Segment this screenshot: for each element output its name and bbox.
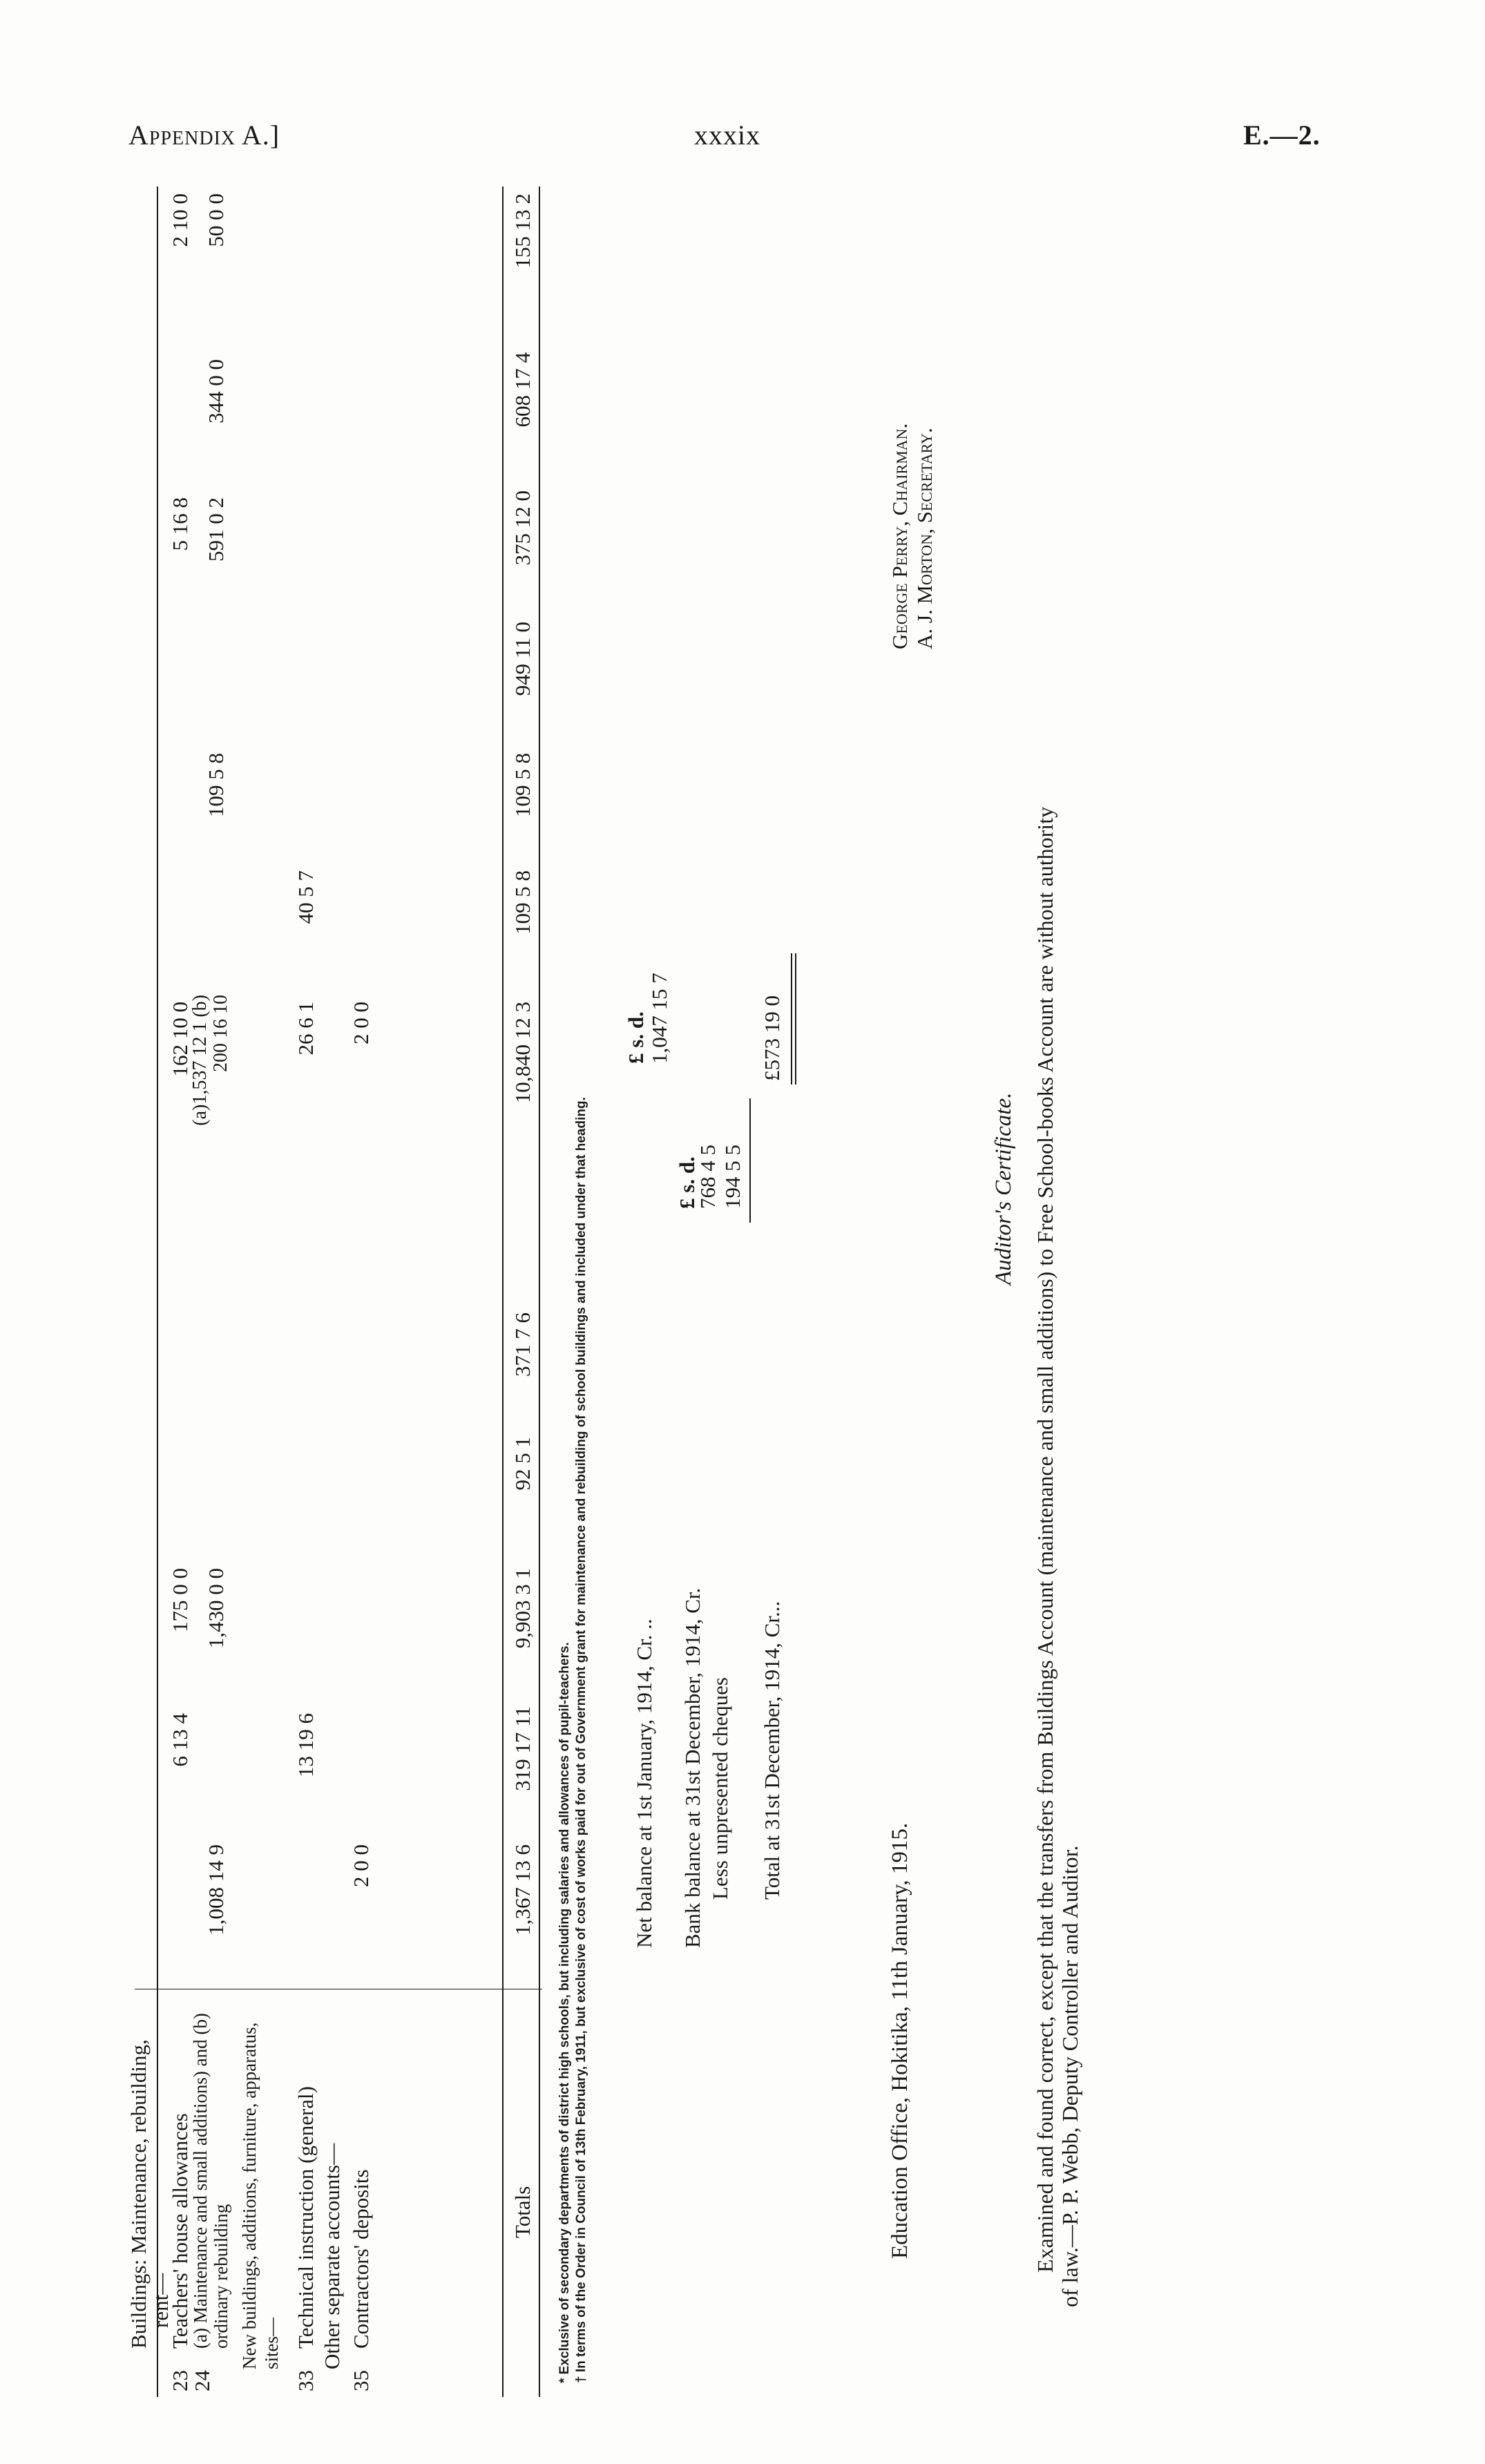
total-double-rule bbox=[795, 953, 796, 1085]
table-cell: 162 10 0 bbox=[168, 1002, 192, 1077]
page-header-right: E.—2. bbox=[1243, 120, 1321, 151]
secretary-signature: A. J. Morton, Secretary. bbox=[912, 428, 937, 649]
total-value: £573 19 0 bbox=[760, 995, 784, 1081]
totals-cell: 155 13 2 bbox=[510, 193, 535, 269]
table-top-rule bbox=[157, 187, 158, 2397]
totals-cell: 949 11 0 bbox=[510, 622, 535, 696]
row-number: 33 bbox=[294, 2370, 318, 2391]
table-cell: 591 0 2 bbox=[204, 497, 228, 562]
table-totals-rule bbox=[502, 187, 504, 2397]
auditor-heading: Auditor's Certificate. bbox=[991, 1092, 1016, 1285]
table-cell: 1,430 0 0 bbox=[204, 1568, 228, 1649]
table-cell: 1,008 14 9 bbox=[204, 1844, 228, 1936]
office-date-line: Education Office, Hokitika, 11th January, 1915. bbox=[888, 1822, 912, 2259]
row-number: 24 bbox=[190, 2370, 214, 2391]
totals-cell: 109 5 8 bbox=[510, 870, 535, 935]
row-label: Teachers' house allowances bbox=[168, 2113, 192, 2349]
page-number: xxxix bbox=[694, 120, 761, 151]
footnote: * Exclusive of secondary departments of district high schools, but including salaries and allowances of pupil-teachers. bbox=[557, 1642, 572, 2383]
table-cell: 6 13 4 bbox=[168, 1713, 192, 1767]
bank-balance-label: Bank balance at 31st December, 1914, Cr. bbox=[680, 1587, 705, 1948]
balance-heading: £ s. d. bbox=[624, 1011, 648, 1064]
page-header-left: Appendix A.] bbox=[128, 120, 280, 151]
auditor-certificate-line: of law.—P. P. Webb, Deputy Controller and Auditor. bbox=[1057, 1845, 1082, 2307]
totals-cell: 109 5 8 bbox=[510, 753, 535, 817]
row-number: 23 bbox=[168, 2370, 192, 2391]
net-balance-label: Net balance at 1st January, 1914, Cr. .. bbox=[632, 1618, 656, 1948]
total-label: Total at 31st December, 1914, Cr... bbox=[760, 1601, 784, 1900]
unpresented-cheques-value: 194 5 5 bbox=[720, 1145, 745, 1209]
row-label: Other separate accounts— bbox=[320, 2143, 344, 2369]
totals-cell: 319 17 11 bbox=[510, 1706, 535, 1791]
table-cell: 175 0 0 bbox=[168, 1568, 192, 1632]
totals-cell: 10,840 12 3 bbox=[510, 1002, 535, 1104]
chairman-signature: George Perry, Chairman. bbox=[888, 423, 912, 649]
row-label: Totals bbox=[510, 2186, 535, 2238]
table-cell: 344 0 0 bbox=[204, 359, 228, 423]
auditor-certificate-line: Examined and found correct, except that the transfers from Buildings Account (maintenance and small additions) to Free School-books Account are without authority bbox=[1033, 806, 1057, 2273]
table-cell: 26 6 1 bbox=[294, 1002, 318, 1056]
unpresented-cheques-label: Less unpresented cheques bbox=[708, 1677, 732, 1900]
table-cell: 2 10 0 bbox=[168, 193, 192, 247]
totals-cell: 371 7 6 bbox=[510, 1312, 535, 1377]
table-cell: 50 0 0 bbox=[204, 193, 228, 247]
table-cell: 5 16 8 bbox=[168, 497, 192, 551]
row-label: New buildings, additions, furniture, apparatus, sites— bbox=[239, 2022, 282, 2369]
total-double-rule bbox=[791, 953, 792, 1085]
row-label: Buildings: Maintenance, rebuilding, bbox=[126, 2039, 151, 2349]
net-balance-value: 1,047 15 7 bbox=[647, 973, 671, 1064]
totals-cell: 1,367 13 6 bbox=[510, 1844, 535, 1936]
totals-cell: 608 17 4 bbox=[510, 352, 535, 428]
row-label: Contractors' deposits bbox=[349, 2169, 373, 2349]
row-number: 35 bbox=[349, 2370, 373, 2391]
balance-heading: £ s. d. bbox=[675, 1156, 699, 1209]
row-label: (a) Maintenance and small additions) and (b) ordinary rebuilding bbox=[190, 2013, 231, 2349]
totals-cell: 92 5 1 bbox=[510, 1437, 535, 1491]
table-bottom-rule bbox=[539, 187, 540, 2397]
subtotal-rule bbox=[749, 1098, 751, 1223]
bank-balance-value: 768 4 5 bbox=[696, 1145, 720, 1209]
table-cell: 2 0 0 bbox=[349, 1002, 373, 1044]
rotated-page-content bbox=[126, 187, 1412, 2397]
table-cell: 13 19 6 bbox=[294, 1713, 318, 1777]
totals-cell: 9,903 3 1 bbox=[510, 1568, 535, 1649]
totals-cell: 375 12 0 bbox=[510, 490, 535, 566]
row-label: Technical instruction (general) bbox=[294, 2086, 318, 2349]
table-cell: 40 5 7 bbox=[294, 870, 318, 924]
table-cell: (a)1,537 12 1 (b) 200 16 10 bbox=[189, 995, 231, 1126]
row-label: rent— bbox=[148, 2273, 173, 2328]
table-cell: 2 0 0 bbox=[349, 1844, 373, 1887]
footnote: † In terms of the Order in Council of 13th February, 1911, but exclusive of cost of works paid for out of Government grant for maintenance and rebuilding of school buildings and included under that heading. bbox=[574, 1097, 588, 2383]
table-cell: 109 5 8 bbox=[204, 753, 228, 817]
